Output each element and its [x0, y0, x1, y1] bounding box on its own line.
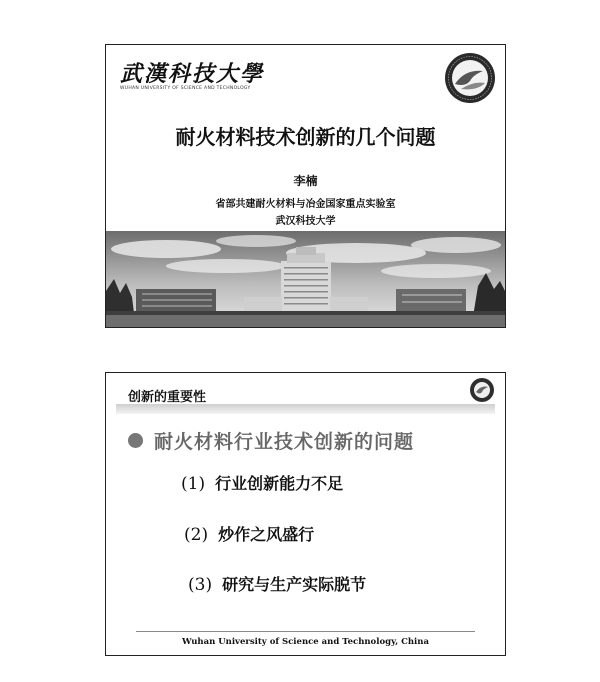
slide-heading: 耐火材料行业技术创新的问题: [154, 431, 415, 453]
organization-line-1: 省部共建耐火材料与冶金国家重点实验室: [215, 199, 396, 210]
bullet-icon: [128, 433, 143, 448]
list-item: [188, 572, 366, 595]
list-item-text: 行业创新能力不足: [215, 474, 344, 493]
author-name: 李楠: [293, 174, 318, 188]
content-slide: [105, 372, 506, 656]
list-item-text: 炒作之风盛行: [218, 525, 315, 544]
university-logo-subtitle: WUHAN UNIVERSITY OF SCIENCE AND TECHNOLOGY: [120, 86, 251, 91]
list-item: [184, 522, 314, 545]
university-seal-icon: [443, 51, 497, 105]
organization-line-2: 武汉科技大学: [275, 216, 336, 227]
footer-divider: [136, 631, 475, 632]
list-item-text: 研究与生产实际脱节: [222, 575, 367, 594]
header-band: [116, 404, 495, 414]
title-slide: [105, 44, 506, 328]
list-item: [181, 471, 343, 494]
university-logo-icon: [469, 377, 495, 403]
campus-photo: [106, 231, 505, 328]
university-logo-text: 武漢科技大學: [120, 61, 265, 87]
list-item-number: (1): [181, 474, 206, 494]
presentation-title: 耐火材料技术创新的几个问题: [175, 125, 436, 149]
list-item-number: (2): [184, 525, 209, 545]
slide-section-title: 创新的重要性: [128, 390, 207, 405]
slide-footer: Wuhan University of Science and Technology, China: [182, 637, 429, 647]
list-item-number: (3): [188, 575, 213, 595]
